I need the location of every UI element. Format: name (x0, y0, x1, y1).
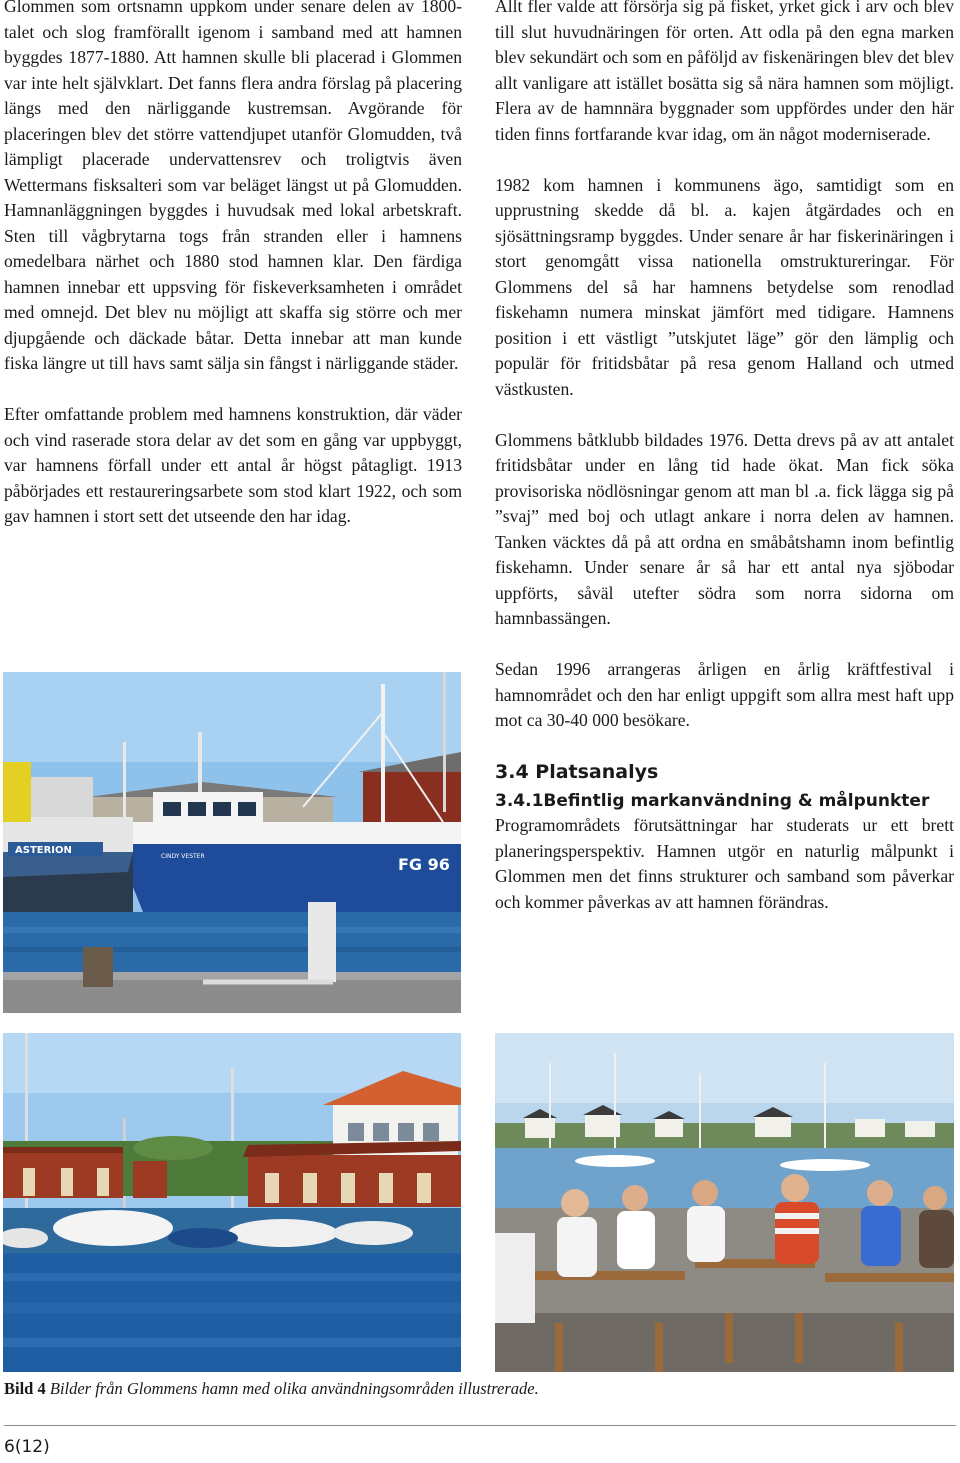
body-paragraph: Allt fler valde att försörja sig på fisket, yrket gick i arv och blev till slut huvudnäringen för orten. Att odla på den egna marken blev sekundärt och som en påföljd av fiskenäringen blev det blev allt vanligare att istället bosätta sig så nära hamnen som möjligt. Flera av de hamnnära byggnader som uppfördes under den här tiden finns fortfarande kvar idag, om än något moderniserade. (495, 0, 954, 144)
boathouses-illustration (3, 1033, 461, 1372)
body-paragraph: Sedan 1996 arrangeras årligen en årlig kräftfestival i hamnområdet och den har enligt uppgift som allra mest haft upp mot ca 30-40 000 besökare. (495, 659, 954, 730)
caption-text: Bilder från Glommens hamn med olika användningsområden illustrerade. (45, 1379, 539, 1398)
figure-caption (4, 1378, 539, 1400)
body-paragraph: Glommens båtklubb bildades 1976. Detta drevs på av att antalet fritidsbåtar under en lång tid hade ökat. Man fick söka provisoriska nödlösningar genom att man bl .a. fick lägga sig på ”svaj” med boj och utlagt ankare i norra delen av hamnen. Tanken väcktes då på att ordna en småbåtshamn inom befintlig fiskehamn. Under senare år så har ett antal nya sjöbodar uppförts, såväl utefter södra som norra sidorna om hamnbassängen. (495, 429, 954, 628)
caption-label: Bild 4 (4, 1379, 46, 1398)
right-text-column (495, 0, 954, 941)
page-number: 6(12) (4, 1437, 50, 1457)
body-paragraph: Glommen som ortsnamn uppkom under senare delen av 1800-talet och slog framförallt igenom i samband med att hamnen byggdes 1877-1880. Att hamnen skulle bli placerad i Glommen var inte helt självklart. Det fanns flera andra förslag på placering längs med den närliggande kustremsan. Avgörande för placeringen blev det större vattendjupet utanför Glomudden, två lämpligt placerade undervattensrev och troligtvis även Wettermans fisksalteri som var beläget längst ut på Glomudden. Hamnanläggningen byggdes i huvudsak med lokal arbetskraft. Sten till vågbrytarna togs från stranden eller i hamnens omedelbara närhet och 1880 stod hamnen klar. Den färdiga hamnen innebar ett uppsving för fiskeverksamheten i området med omnejd. Det blev nu möjligt att skaffa sig större och mer djupgående och däckade båtar. Detta innebar att man kunde fiska längre ut till havs samt sälja sin fångst i närliggande städer. (4, 0, 462, 373)
section-heading: 3.4 Platsanalys (495, 761, 659, 783)
body-paragraph: 1982 kom hamnen i kommunens ägo, samtidigt som en upprustning skedde då bl. a. kajen åtgärdades och en sjösättningsramp byggdes. Under senare år har fiskerinäringen i stort genomgått vissa nationella omstruktureringar. För Glommens del så har hamnens betydelse som renodlad fiskehamn numera minskat jämfört med tidigare. Hamnens position i ett västligt ”utskjutet läge” gör den lämplig och populär för fritidsbåtar på resa genom Halland och utmed västkusten. (495, 174, 954, 399)
hull-label: FG 96 (398, 855, 450, 874)
fishing-boats-illustration (3, 672, 461, 1013)
photo-fishing-boats (3, 672, 461, 1013)
photo-harbour-festival (495, 1033, 954, 1372)
footer-divider (4, 1425, 956, 1426)
subsection-heading: 3.4.1Befintlig markanvändning & målpunkter (495, 791, 930, 811)
boat-name-label: ASTERION (15, 845, 72, 856)
left-text-column (4, 0, 462, 555)
body-paragraph: Efter omfattande problem med hamnens konstruktion, där väder och vind raserade stora delar av det som en gång var uppbyggt, var hamnens förfall under ett antal år högst påtagligt. 1913 påbörjades ett restaureringsarbete som stod klart 1922, och som gav hamnen i stort sett det utseende den har idag. (4, 404, 462, 526)
photo-boathouses (3, 1033, 461, 1372)
harbour-festival-illustration (495, 1033, 954, 1372)
cabin-label: CINDY VESTER (161, 853, 205, 860)
body-paragraph: Programområdets förutsättningar har studerats ur ett brett planeringsperspektiv. Hamnen utgör en naturlig målpunkt i Glommen men det finns strukturer och samband som påverkar och kommer påverkas av att hamnen förändras. (495, 815, 954, 912)
